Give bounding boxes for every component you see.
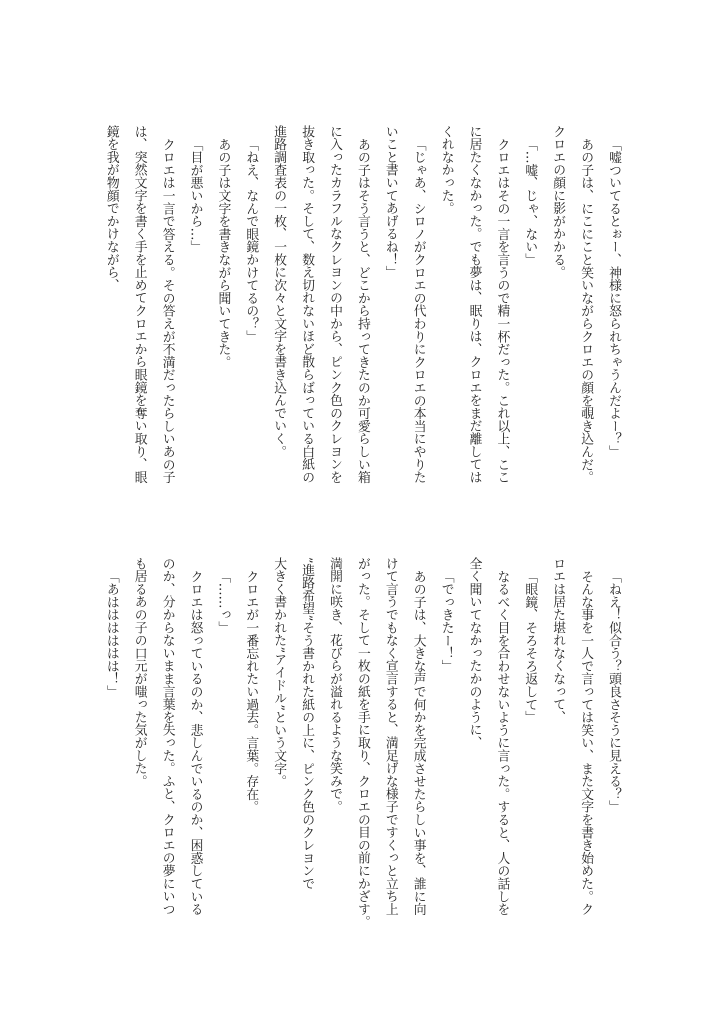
text-column: 大きく書かれた”アイドル”という文字。 xyxy=(271,557,287,788)
text-column: 「ねえ！似合う？頭良さそうに見える？」 xyxy=(606,570,621,814)
text-column: 満開に咲き、花びらが溢れるような笑みで。 xyxy=(327,557,342,813)
text-column: に居たくなかった。でも夢は、眠りは、クロエをまだ離しては xyxy=(466,125,482,484)
text-column: なるべく目を合わせないように言った。すると、人の話しを xyxy=(494,570,510,916)
text-column: は、突然文字を書く手を止めてクロエから眼鏡を奪い取り、眼 xyxy=(131,125,147,484)
text-column: けて言うでもなく宣言すると、満足げな様子ですくっと立ち上 xyxy=(382,557,398,916)
text-column: くれなかった。 xyxy=(438,125,454,215)
text-column: 「じゃあ、シロノがクロエの代わりにクロエの本当にやりた xyxy=(410,138,426,484)
text-column: あの子は、大きな声で何かを完成させたらしい事を、誰に向 xyxy=(410,570,426,916)
text-column: クロエは一言で答える。その答えが不満だったらしいあの子 xyxy=(159,138,175,484)
text-column: あの子は文字を書きながら聞いてきた。 xyxy=(215,138,231,369)
text-column: がった。そして一枚の紙を手に取り、クロエの目の前にかざす。 xyxy=(354,557,370,929)
text-column: 「……っ」 xyxy=(215,570,231,634)
text-column: あの子は、にこにこと笑いながらクロエの顔を覗き込んだ。 xyxy=(578,138,594,484)
text-column: 進路調査表の一枚、一枚に次々と文字を書き込んでいく。 xyxy=(271,125,287,458)
text-column: 「…嘘、じゃ、ない」 xyxy=(522,138,538,266)
text-column: あの子はそう言うと、どこから持ってきたのか可愛らしい箱 xyxy=(354,138,370,484)
text-column: 鏡を我が物顔でかけながら、 xyxy=(103,125,119,292)
text-column: ”進路希望”そう書かれた紙の上に、ピンク色のクレヨンで xyxy=(299,557,315,891)
text-column: も居るあの子の口元が嗤った気がした。 xyxy=(131,557,147,788)
text-column: 全く聞いてなかったかのように、 xyxy=(466,557,482,749)
text-column: クロエが一番忘れたい過去。言葉。存在。 xyxy=(243,570,259,814)
text-column: クロエは怒っているのか、悲しんでいるのか、困惑している xyxy=(187,570,203,916)
text-column: そんな事を一人で言っては笑い、また文字を書き始めた。ク xyxy=(578,570,594,916)
text-column: のか、分からないまま言葉を失った。ふと、クロエの夢にいつ xyxy=(159,557,175,916)
text-column: 「嘘ついてるとぉー、神様に怒られちゃうんだよー？」 xyxy=(606,138,621,458)
text-column: 「でっきたー！」 xyxy=(438,570,454,673)
text-column: 「あはははははは！」 xyxy=(103,570,119,698)
text-column: クロエはその一言を言うので精一杯だった。これ以上、ここ xyxy=(494,138,510,484)
text-column: クロエの顔に影がかかる。 xyxy=(550,125,566,279)
text-column: ロエは居た堪れなくなって、 xyxy=(550,557,566,724)
text-column: いこと書いてあげるね！」 xyxy=(382,125,398,279)
text-column: 抜き取った。そして、数え切れないほど散らばっている白紙の xyxy=(299,125,315,484)
text-column: 「目が悪いから…」 xyxy=(187,138,203,254)
text-column: に入ったカラフルなクレヨンの中から、ピンク色のクレヨンを xyxy=(327,125,342,484)
text-column: 「眼鏡、そろそろ返して」 xyxy=(522,570,538,724)
text-column: 「ねえ、なんで眼鏡かけてるの？」 xyxy=(243,138,259,343)
